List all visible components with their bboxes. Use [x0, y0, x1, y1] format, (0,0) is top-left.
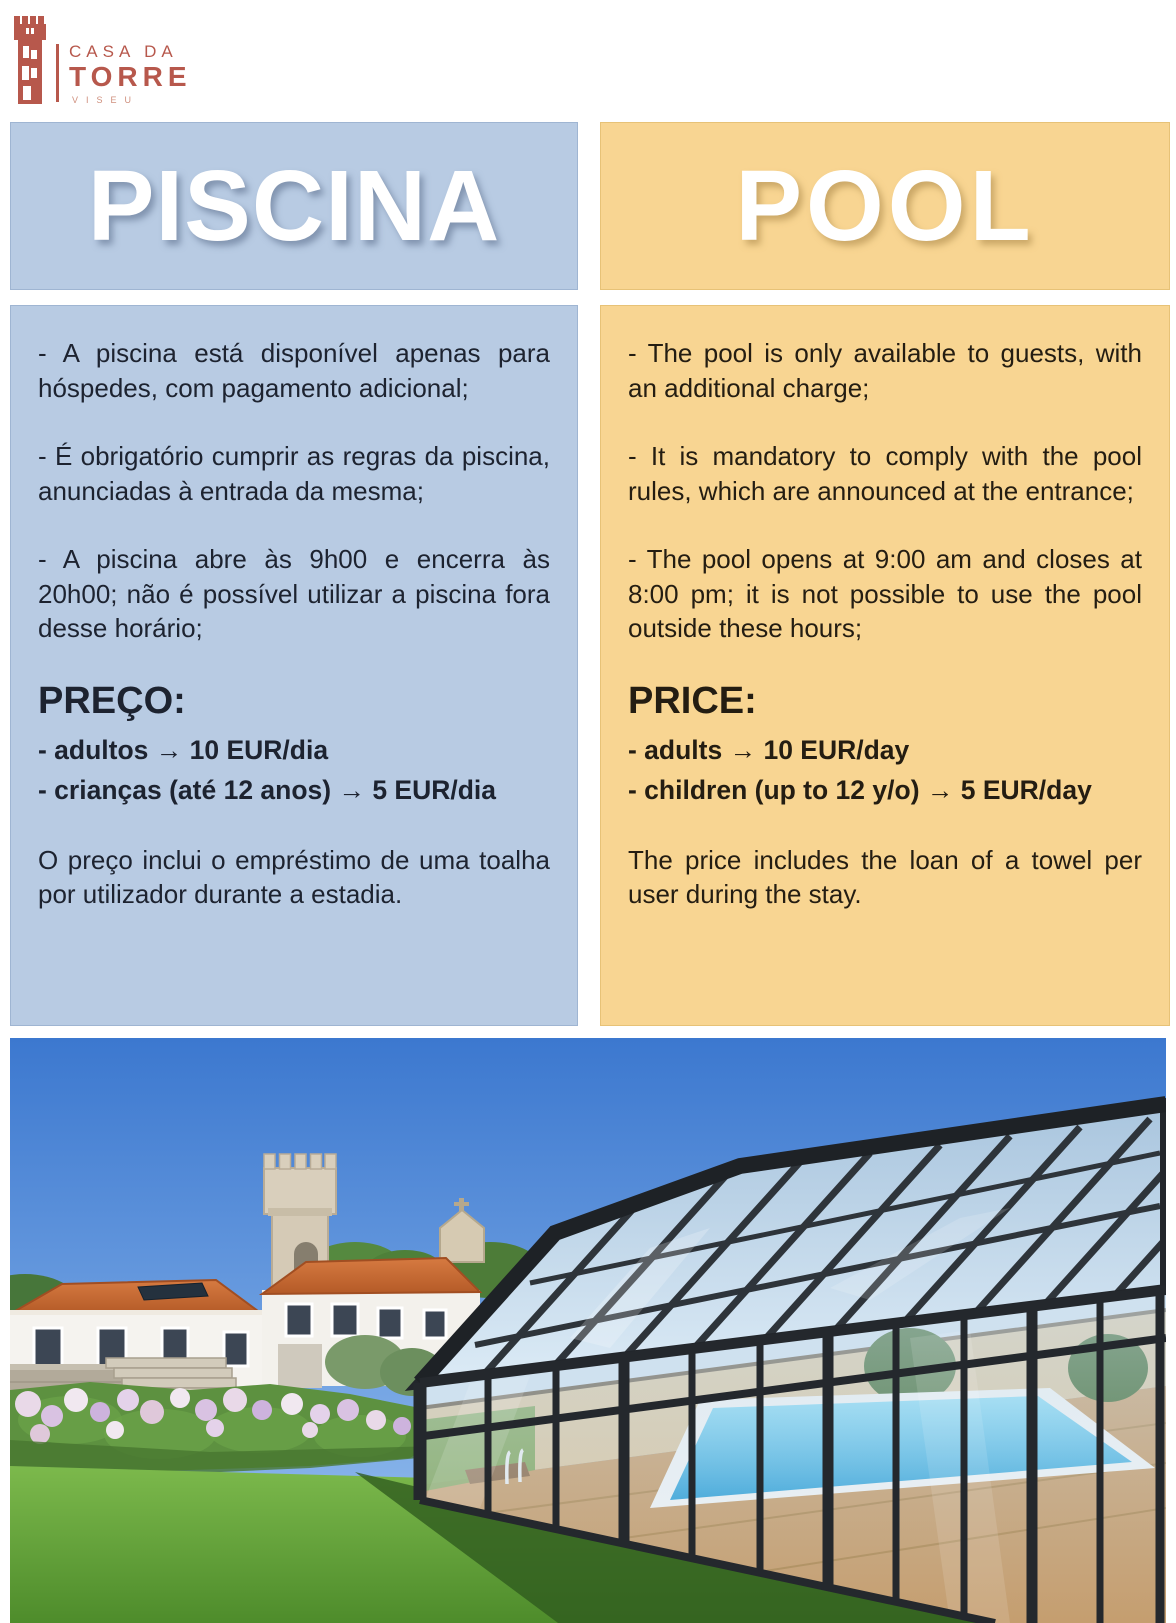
pool-title-box [600, 122, 1170, 290]
brand-name [69, 42, 192, 105]
brand-city: VISEU [72, 95, 140, 106]
en-towel-note: The price includes the loan of a towel per user during the stay. [628, 844, 1142, 910]
piscina-rules-panel [10, 305, 578, 1026]
logo-divider [56, 44, 59, 102]
piscina-title-box [10, 122, 578, 290]
property-pool-photo [10, 1038, 1166, 1623]
pt-price-children: - crianças (até 12 anos) → 5 EUR/dia [38, 774, 497, 805]
pool-photo-illustration [10, 1038, 1166, 1623]
en-price-adults: - adults → 10 EUR/day [628, 735, 910, 766]
pt-price-heading: PREÇO: [38, 680, 186, 723]
brand-name-top: CASA DA [69, 42, 178, 61]
pt-towel-note: O preço inclui o empréstimo de uma toalha por utilizador durante a estadia. [38, 844, 550, 910]
tower-icon [10, 10, 50, 106]
en-rule-compliance: - It is mandatory to comply with the pool rules, which are announced at the entrance; [628, 441, 1142, 506]
piscina-title: PISCINA [87, 149, 501, 262]
pool-rules-panel [600, 305, 1170, 1026]
pt-rule-hours: - A piscina abre às 9h00 e encerra às 20h00; não é possível utilizar a piscina fora desse horário; [38, 544, 550, 644]
pt-rule-compliance: - É obrigatório cumprir as regras da piscina, anunciadas à entrada da mesma; [38, 441, 550, 506]
en-rule-hours: - The pool opens at 9:00 am and closes at 8:00 pm; it is not possible to use the pool outside these hours; [628, 544, 1142, 644]
pt-price-adults: - adultos → 10 EUR/dia [38, 735, 329, 766]
brand-logo [10, 10, 192, 106]
en-price-children: - children (up to 12 y/o) → 5 EUR/day [628, 774, 1092, 805]
pool-title: POOL [735, 149, 1035, 262]
en-rule-availability: - The pool is only available to guests, with an additional charge; [628, 338, 1142, 403]
pt-rule-availability: - A piscina está disponível apenas para hóspedes, com pagamento adicional; [38, 338, 550, 403]
en-price-heading: PRICE: [628, 680, 757, 723]
brand-name-main: TORRE [69, 61, 192, 92]
